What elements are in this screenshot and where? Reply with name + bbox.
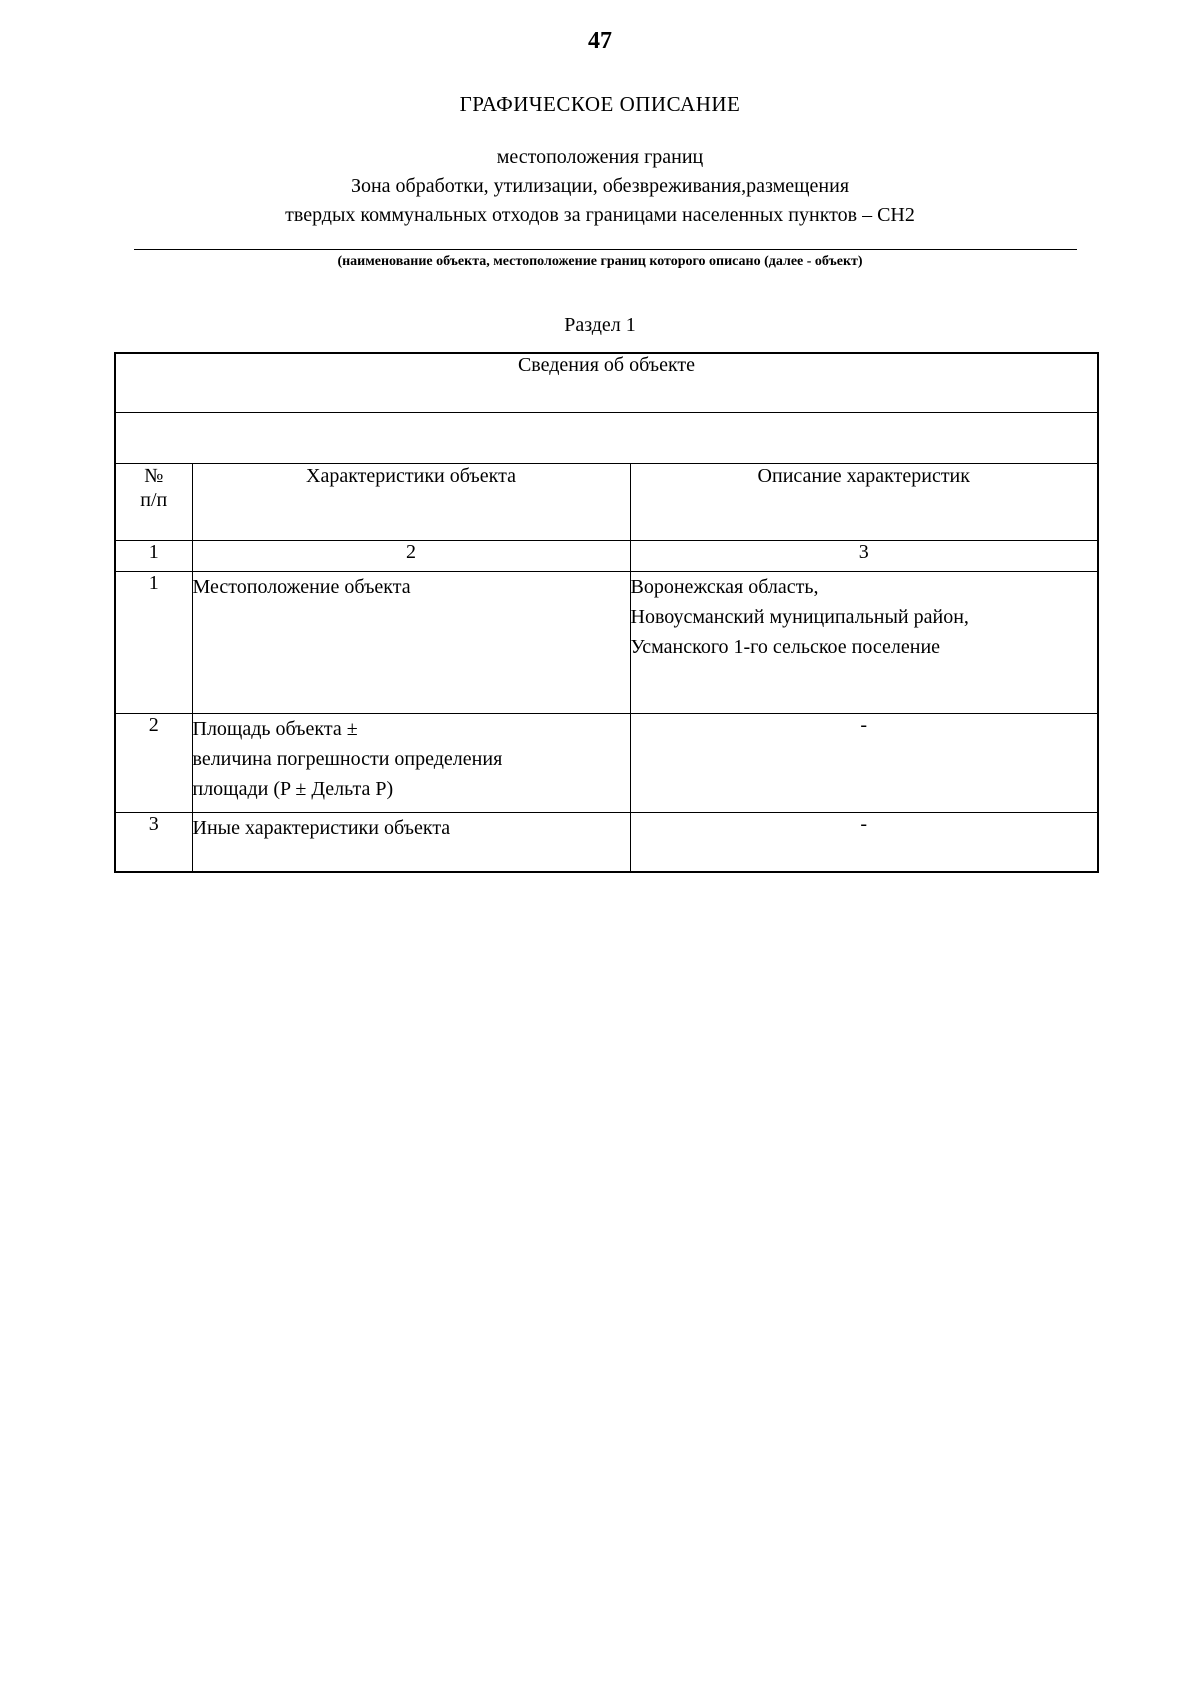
row-characteristic — [192, 572, 630, 714]
characteristic-line: Иные характеристики объекта — [192, 817, 451, 839]
document-title: ГРАФИЧЕСКОЕ ОПИСАНИЕ — [459, 92, 741, 116]
characteristic-line: величина погрешности определения — [192, 748, 503, 770]
table-blank-row — [115, 413, 1098, 464]
table-row — [115, 813, 1098, 873]
characteristic-line: площади (P ± Дельта P) — [192, 778, 394, 800]
subtitle-line: Зона обработки, утилизации, обезвреживания,размещения — [350, 175, 850, 197]
column-number: 1 — [115, 541, 192, 572]
header-num — [115, 464, 192, 541]
table-row — [115, 714, 1098, 813]
page-number: 47 — [588, 28, 612, 54]
row-characteristic — [192, 714, 630, 813]
blank-cell — [115, 413, 1098, 464]
caption-note: (наименование объекта, местоположение границ которого описано (далее - объект) — [337, 254, 863, 269]
description-line: Усманского 1-го сельское поселение — [630, 636, 941, 658]
table-row — [115, 572, 1098, 714]
section-heading: Раздел 1 — [564, 314, 636, 336]
column-number: 2 — [192, 541, 630, 572]
table-title: Сведения об объекте — [115, 353, 1098, 413]
underline-rule — [134, 249, 1077, 250]
row-num: 1 — [115, 572, 192, 714]
subtitle-line: местоположения границ — [496, 146, 704, 168]
row-description — [630, 572, 1098, 714]
description-line: Воронежская область, — [630, 576, 819, 598]
column-number-row — [115, 541, 1098, 572]
header-description: Описание характеристик — [630, 464, 1098, 541]
row-description: - — [630, 714, 1098, 813]
column-number: 3 — [630, 541, 1098, 572]
characteristic-line: Площадь объекта ± — [192, 718, 358, 740]
subtitle-line: твердых коммунальных отходов за границами населенных пунктов – СН2 — [285, 204, 915, 226]
description-line: Новоусманский муниципальный район, — [630, 606, 969, 628]
table-header-row — [115, 464, 1098, 541]
characteristic-line: Местоположение объекта — [192, 576, 411, 598]
row-characteristic — [192, 813, 630, 873]
subtitle-block — [0, 143, 1200, 230]
object-info-table — [114, 352, 1099, 873]
header-num-line: п/п — [140, 489, 168, 511]
header-characteristic: Характеристики объекта — [192, 464, 630, 541]
row-num: 2 — [115, 714, 192, 813]
table-title-row — [115, 353, 1098, 413]
header-num-line: № — [144, 465, 164, 487]
row-num: 3 — [115, 813, 192, 873]
row-description: - — [630, 813, 1098, 873]
